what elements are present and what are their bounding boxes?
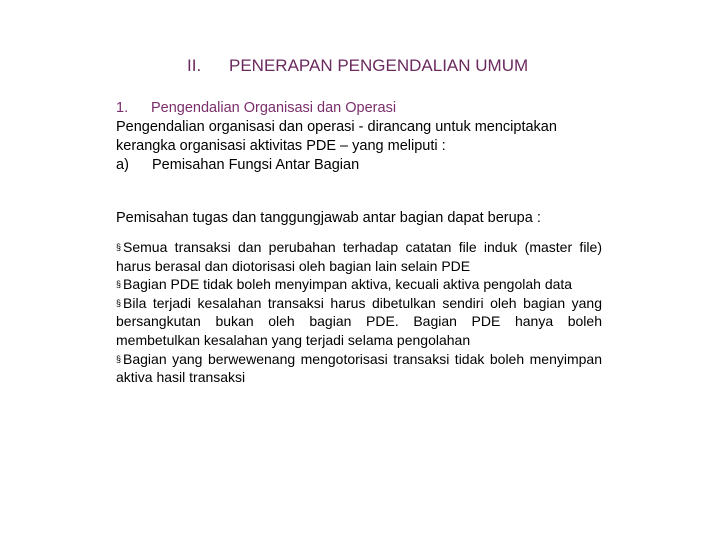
bullet-item [116,350,602,387]
bullet-text: Bagian PDE tidak boleh menyimpan aktiva, kecuali aktiva pengolah data [123,276,573,293]
bullet-text: Semua transaksi dan perubahan terhadap catatan file induk (master file) harus berasal dan diotorisasi oleh bagian lain selain PDE [116,239,602,274]
title-number: II. [187,56,202,75]
section-heading-text: Pengendalian Organisasi dan Operasi [151,100,397,116]
bullet-marker: § [116,297,122,308]
bullet-marker: § [116,242,122,252]
bullet-item [116,294,602,350]
section-number: 1. [116,100,129,116]
lead-text: Pemisahan tugas dan tanggungjawab antar bagian dapat berupa : [116,210,541,226]
sub-point-text: Pemisahan Fungsi Antar Bagian [152,157,360,173]
section-intro: Pengendalian organisasi dan operasi - dirancang untuk menciptakan kerangka organisasi aktivitas PDE – yang meliputi : [116,119,557,154]
bullet-text: Bagian yang berwewenang mengotorisasi transaksi tidak boleh menyimpan aktiva hasil transaksi [116,350,602,386]
slide-title [187,56,528,76]
section-1 [116,99,606,175]
bullet-item [116,275,602,294]
bullet-list [116,238,602,387]
bullet-marker: § [116,279,122,290]
bullet-text: Bila terjadi kesalahan transaksi harus dibetulkan sendiri oleh bagian yang bersangkutan bukan oleh bagian PDE. Bagian PDE hanya boleh membetulkan kesalahan yang terjadi selama pengolahan [116,294,602,348]
sub-point-label: a) [116,157,129,173]
bullet-item [116,238,602,275]
bullet-marker: § [116,353,122,364]
title-text: PENERAPAN PENGENDALIAN UMUM [229,56,529,75]
section-heading [116,99,606,118]
sub-point [116,156,606,175]
